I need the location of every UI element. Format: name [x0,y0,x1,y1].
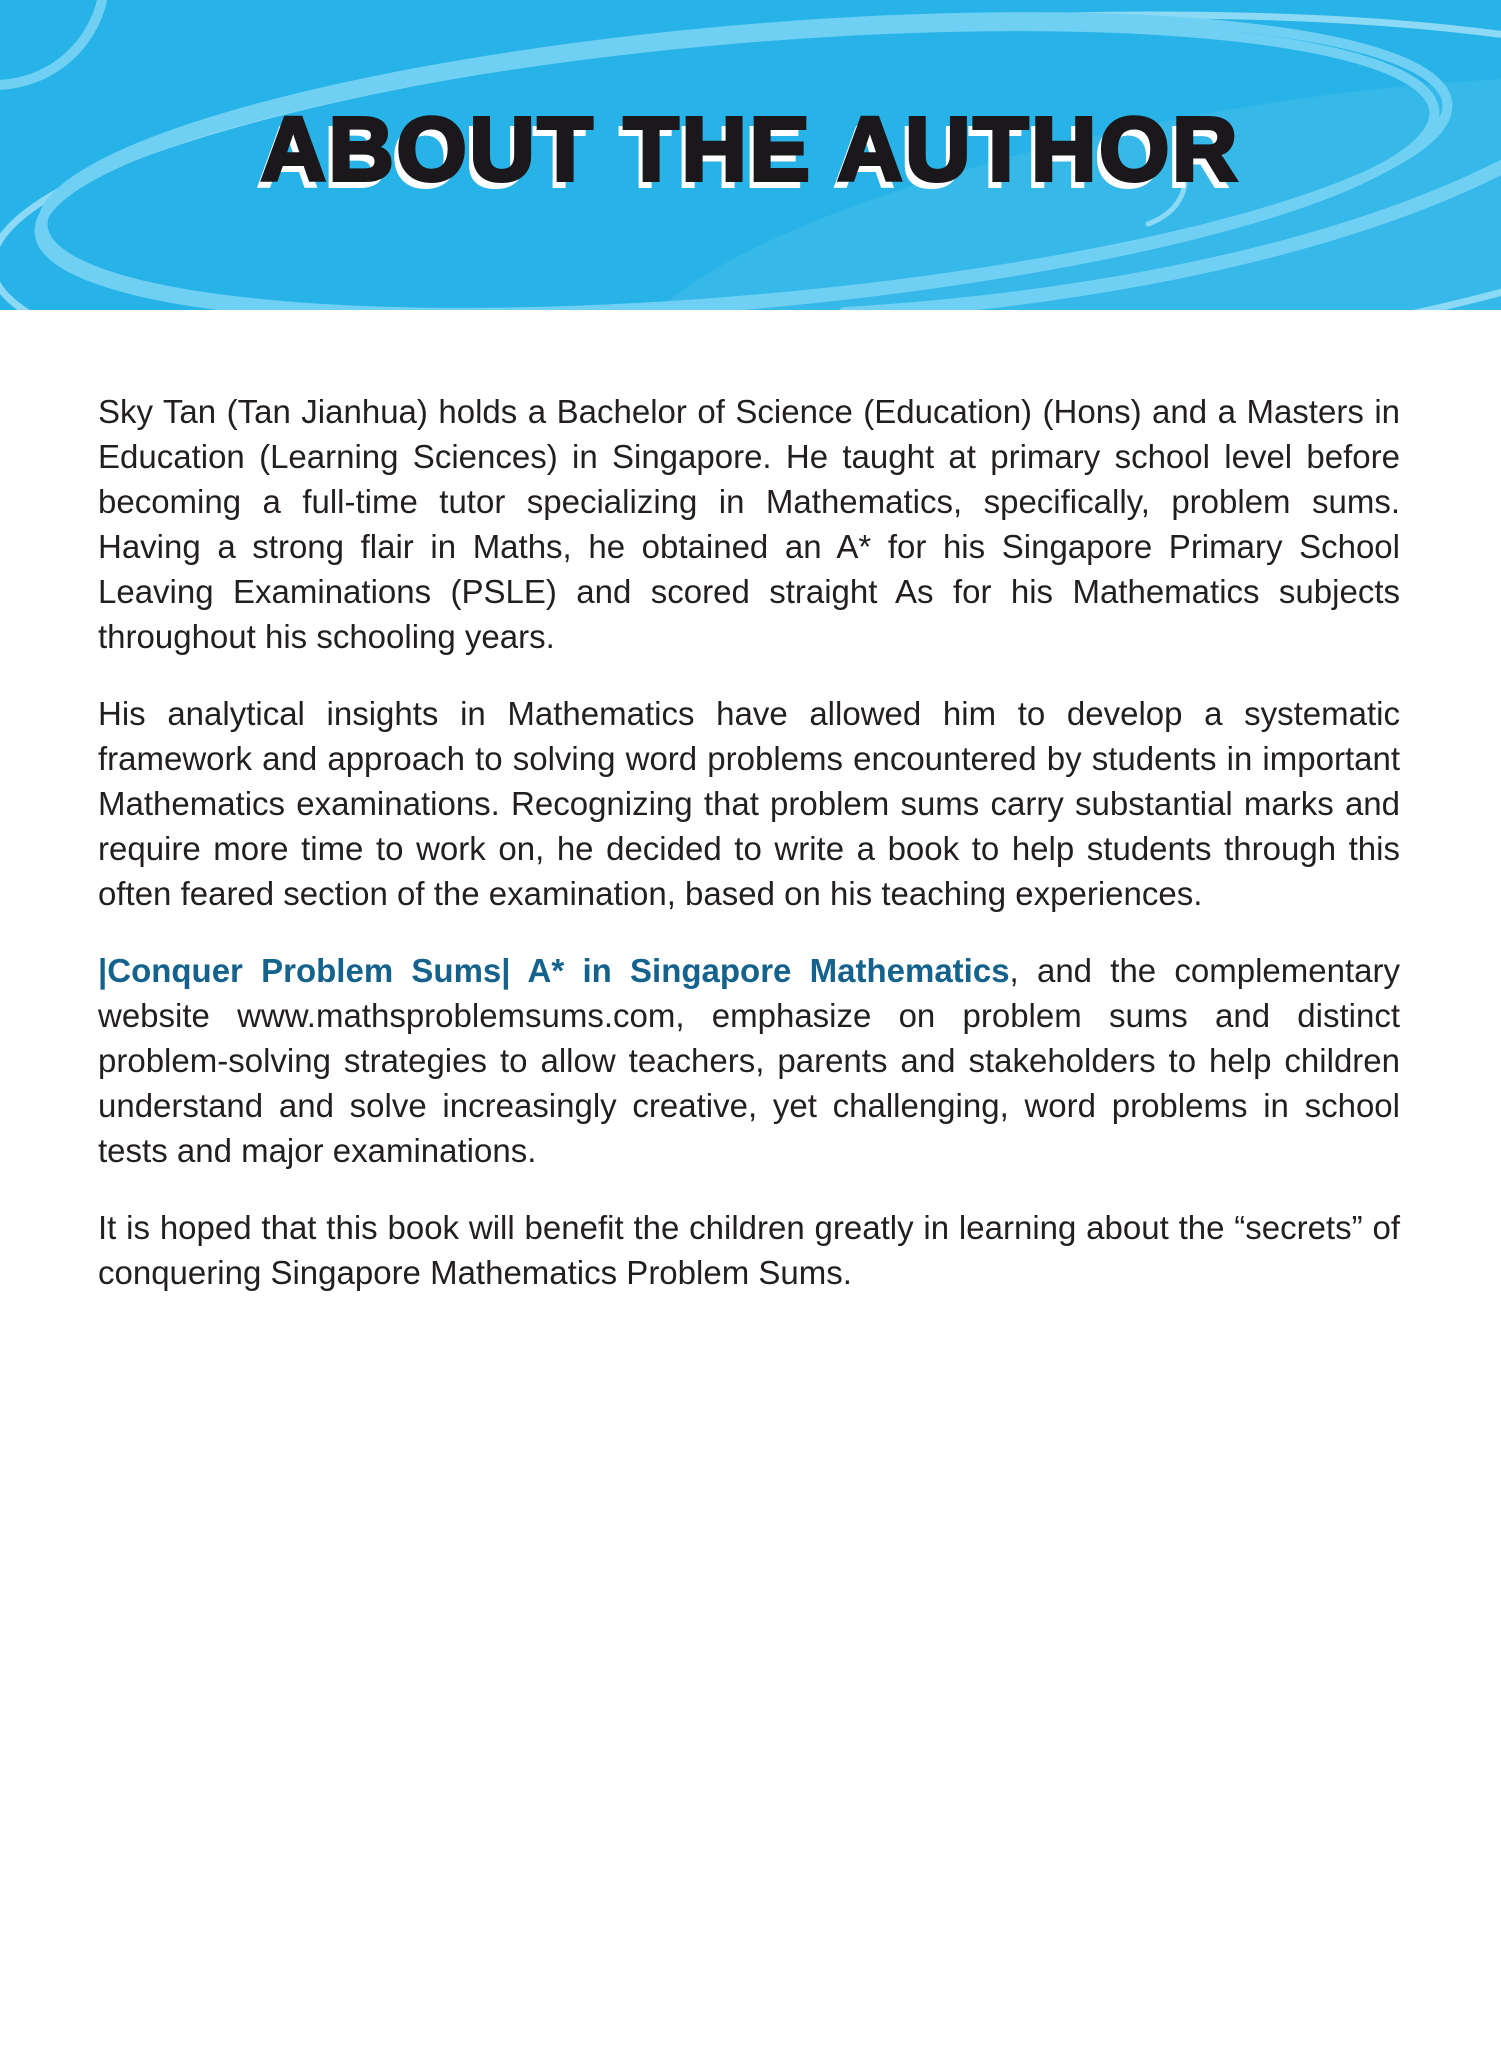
paragraph-bio: Sky Tan (Tan Jianhua) holds a Bachelor of Science (Education) (Hons) and a Masters in Education (Learning Sciences) in Singapore. He taught at primary school level before becoming a full-time tutor specializing in Mathematics, specifically, problem sums. Having a strong flair in Maths, he obtained an A* for his Singapore Primary School Leaving Examinations (PSLE) and scored straight As for his Mathematics subjects throughout his schooling years. [98,393,1400,655]
header-banner [0,0,1501,310]
paragraph-insights: His analytical insights in Mathematics have allowed him to develop a systematic framework and approach to solving word problems encountered by students in important Mathematics examinations. Recognizing that problem sums carry substantial marks and require more time to work on, he decided to write a book to help students through this often feared section of the examination, based on his teaching experiences. [98,695,1400,912]
about-author-text [0,310,1501,1295]
book-title-highlight: |Conquer Problem Sums| A* in Singapore Mathematics [98,952,1010,989]
paragraph-book [98,948,1400,1173]
page-title: ABOUT THE AUTHOR [260,100,1241,200]
paragraph-hope: It is hoped that this book will benefit the children greatly in learning about the “secrets” of conquering Singapore Mathematics Problem Sums. [98,1209,1400,1291]
paragraph-book-rest: , and the complementary website www.mathsproblemsums.com, emphasize on problem sums and distinct problem-solving strategies to allow teachers, parents and stakeholders to help children understand and solve increasingly creative, yet challenging, word problems in school tests and major examinations. [98,952,1400,1169]
